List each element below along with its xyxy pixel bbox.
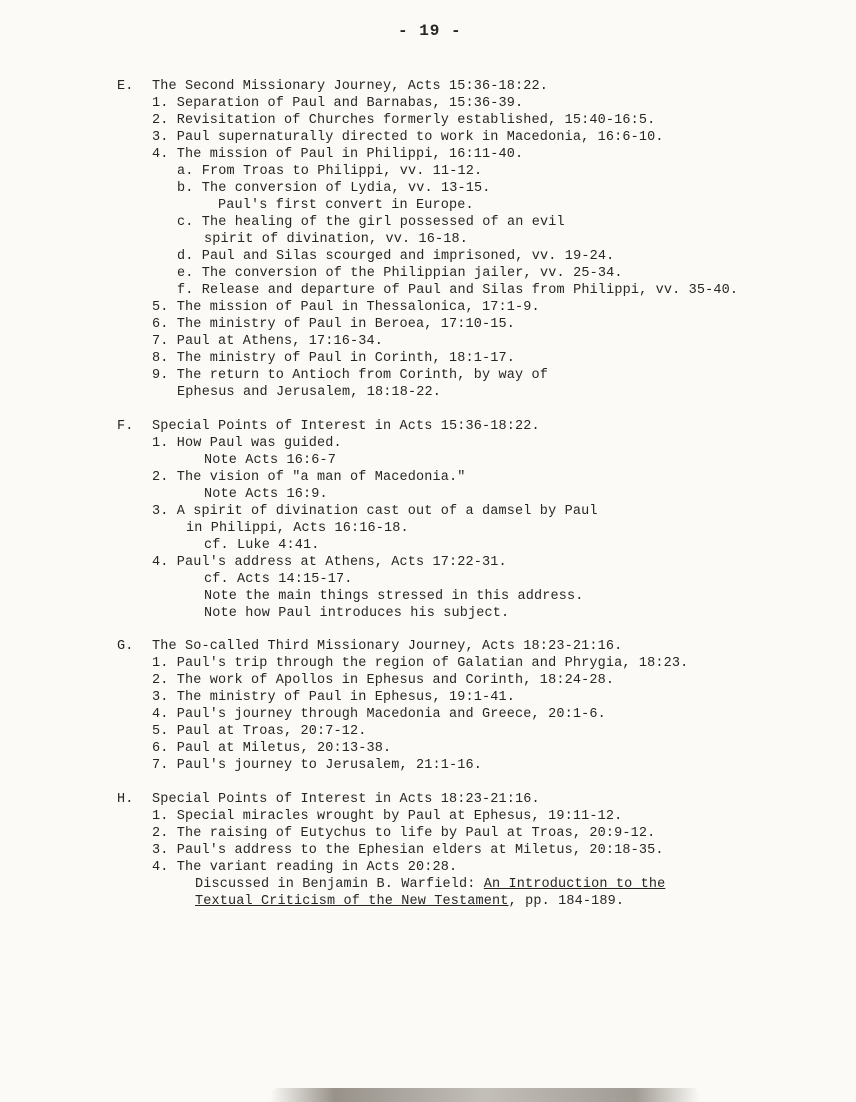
sub-item: e. The conversion of the Philippian jailer, vv. 25-34. — [177, 266, 623, 281]
book-title-part-2: Textual Criticism of the New Testament — [195, 894, 509, 909]
page-number: - 19 - — [398, 22, 462, 40]
section-title-h: Special Points of Interest in Acts 18:23-21:16. — [152, 792, 540, 807]
section-title-f: Special Points of Interest in Acts 15:36-18:22. — [152, 419, 540, 434]
scan-smudge — [270, 1088, 700, 1102]
list-item: 5. Paul at Troas, 20:7-12. — [152, 724, 367, 739]
list-item: 4. The variant reading in Acts 20:28. — [152, 860, 458, 875]
list-item: 7. Paul at Athens, 17:16-34. — [152, 334, 384, 349]
list-item: 3. The ministry of Paul in Ephesus, 19:1-41. — [152, 690, 516, 705]
citation-line-1 — [195, 877, 665, 893]
section-letter-h: H. — [117, 792, 134, 807]
list-item: 1. Special miracles wrought by Paul at Ephesus, 19:11-12. — [152, 809, 623, 824]
sub-item: a. From Troas to Philippi, vv. 11-12. — [177, 164, 483, 179]
citation-prefix: Discussed in Benjamin B. Warfield: — [195, 877, 484, 892]
list-item: 2. The raising of Eutychus to life by Paul at Troas, 20:9-12. — [152, 826, 656, 841]
sub-item: d. Paul and Silas scourged and imprisoned, vv. 19-24. — [177, 249, 615, 264]
list-item: 3. Paul supernaturally directed to work in Macedonia, 16:6-10. — [152, 130, 664, 145]
list-item: 4. Paul's address at Athens, Acts 17:22-31. — [152, 555, 507, 570]
list-item: 5. The mission of Paul in Thessalonica, 17:1-9. — [152, 300, 540, 315]
list-item: 3. A spirit of divination cast out of a damsel by Paul — [152, 504, 598, 519]
list-item: 1. Paul's trip through the region of Galatian and Phrygia, 18:23. — [152, 656, 689, 671]
sub-item-note: Paul's first convert in Europe. — [218, 198, 474, 213]
list-item: 2. The work of Apollos in Ephesus and Corinth, 18:24-28. — [152, 673, 615, 688]
section-title-g: The So-called Third Missionary Journey, Acts 18:23-21:16. — [152, 639, 623, 654]
sub-item: f. Release and departure of Paul and Silas from Philippi, vv. 35-40. — [177, 283, 739, 298]
note-line: Note how Paul introduces his subject. — [204, 606, 510, 621]
section-letter-e: E. — [117, 79, 134, 94]
list-item: 2. The vision of "a man of Macedonia." — [152, 470, 466, 485]
list-item: 1. How Paul was guided. — [152, 436, 342, 451]
list-item: 2. Revisitation of Churches formerly established, 15:40-16:5. — [152, 113, 656, 128]
section-letter-f: F. — [117, 419, 134, 434]
note-line: cf. Luke 4:41. — [204, 538, 320, 553]
list-item: 1. Separation of Paul and Barnabas, 15:36-39. — [152, 96, 524, 111]
list-item: 4. Paul's journey through Macedonia and Greece, 20:1-6. — [152, 707, 606, 722]
note-line: cf. Acts 14:15-17. — [204, 572, 353, 587]
note-line: Note the main things stressed in this address. — [204, 589, 584, 604]
sub-item: c. The healing of the girl possessed of an evil — [177, 215, 565, 230]
citation-pages: , pp. 184-189. — [508, 894, 625, 909]
section-title-e: The Second Missionary Journey, Acts 15:36-18:22. — [152, 79, 549, 94]
list-item: 9. The return to Antioch from Corinth, by way of — [152, 368, 549, 383]
list-item: 7. Paul's journey to Jerusalem, 21:1-16. — [152, 758, 483, 773]
list-item-continuation: Ephesus and Jerusalem, 18:18-22. — [177, 385, 442, 400]
sub-item: b. The conversion of Lydia, vv. 13-15. — [177, 181, 491, 196]
list-item: 6. Paul at Miletus, 20:13-38. — [152, 741, 392, 756]
list-item: 3. Paul's address to the Ephesian elders at Miletus, 20:18-35. — [152, 843, 664, 858]
sub-item-continuation: spirit of divination, vv. 16-18. — [204, 232, 469, 247]
citation-line-2 — [195, 894, 624, 910]
section-letter-g: G. — [117, 639, 134, 654]
note-line: Note Acts 16:9. — [204, 487, 328, 502]
book-title-part-1: An Introduction to the — [483, 877, 666, 892]
list-item-continuation: in Philippi, Acts 16:16-18. — [186, 521, 409, 536]
list-item: 4. The mission of Paul in Philippi, 16:11-40. — [152, 147, 524, 162]
list-item: 6. The ministry of Paul in Beroea, 17:10-15. — [152, 317, 516, 332]
note-line: Note Acts 16:6-7 — [204, 453, 337, 468]
list-item: 8. The ministry of Paul in Corinth, 18:1-17. — [152, 351, 516, 366]
